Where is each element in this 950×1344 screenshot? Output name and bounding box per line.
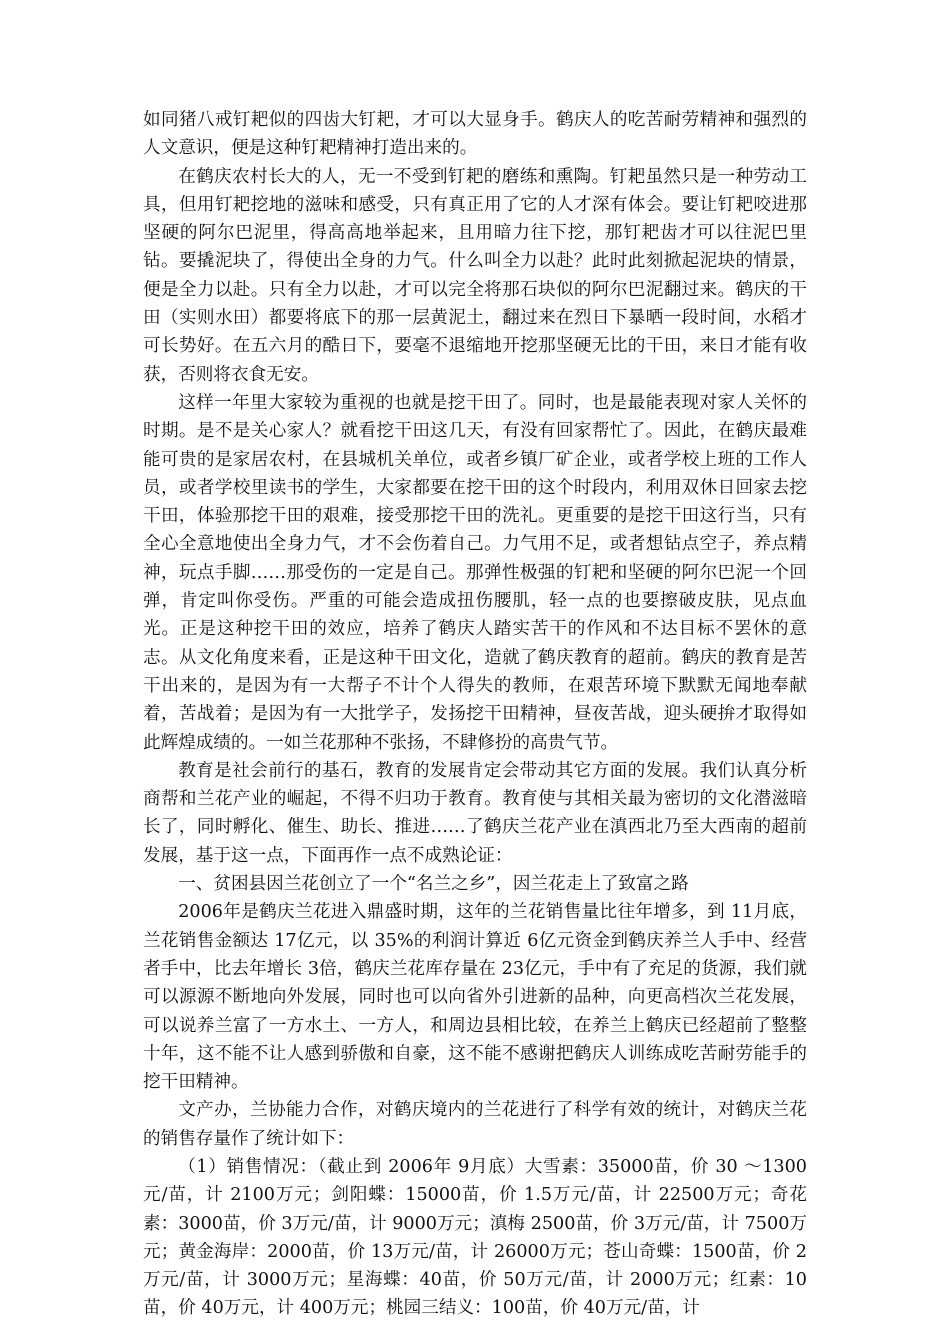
paragraph-education: 教育是社会前行的基石，教育的发展肯定会带动其它方面的发展。我们认真分析商帮和兰花产业的崛起，不得不归功于教育。教育使与其相关最为密切的文化潜滋暗长了，同时孵化、催生、助长、推进……了鹤庆兰花产业在滇西北乃至大西南的超前发展，基于这一点，下面再作一点不成熟论证： <box>143 760 807 866</box>
section-heading-orchid-hometown: 一、贫困县因兰花创立了一个“名兰之乡”，因兰花走上了致富之路 <box>178 874 689 895</box>
paragraph-2006-sales: 2006年是鹤庆兰花进入鼎盛时期，这年的兰花销售量比往年增多，到 11月底，兰花销售金额达 17亿元，以 35%的利润计算近 6亿元资金到鹤庆养兰人手中、经营者手中，比去年增长 3倍，鹤庆兰花库存量在 23亿元，手中有了充足的货源，我们就可以源源不断地向外发展，同时也可以向省外引进新的品种，向更高档次兰花发展，可以说养兰富了一方水土、一方人，和周边县相比较，在养兰上鹤庆已经超前了整整十年，这不能不让人感到骄傲和自豪，这不能不感谢把鹤庆人训练成吃苦耐劳能手的挖干田精神。 <box>143 902 807 1093</box>
paragraph-dry-field-digging: 这样一年里大家较为重视的也就是挖干田了。同时，也是最能表现对家人关怀的时期。是不是关心家人？就看挖干田这几天，有没有回家帮忙了。因此，在鹤庆最难能可贵的是家居农村，在县城机关单位，或者乡镇厂矿企业，或者学校上班的工作人员，或者学校里读书的学生，大家都要在挖干田的这个时段内，利用双休日回家去挖干田，体验那挖干田的艰难，接受那挖干田的洗礼。更重要的是挖干田这行当，只有全心全意地使出全身力气，才不会伤着自己。力气用不足，或者想钻点空子，养点精神，玩点手脚……那受伤的一定是自己。那弹性极强的钉耙和坚硬的阿尔巴泥一个回弹，肯定叫你受伤。严重的可能会造成扭伤腰肌，轻一点的也要擦破皮肤，见点血光。正是这种挖干田的效应，培养了鹤庆人踏实苦干的作风和不达目标不罢休的意志。从文化角度来看，正是这种干田文化，造就了鹤庆教育的超前。鹤庆的教育是苦干出来的，是因为有一大帮子不计个人得失的教师，在艰苦环境下默默无闻地奉献着，苦战着；是因为有一大批学子，发扬挖干田精神，昼夜苦战，迎头硬拚才取得如此辉煌成绩的。一如兰花那种不张扬，不肆修扮的高贵气节。 <box>143 392 807 753</box>
document-page <box>143 106 807 1323</box>
paragraph-statistics-intro: 文产办，兰协能力合作，对鹤庆境内的兰花进行了科学有效的统计，对鹤庆兰花的销售存量作了统计如下： <box>143 1100 807 1149</box>
paragraph-hoe-training: 在鹤庆农村长大的人，无一不受到钉耙的磨练和熏陶。钉耙虽然只是一种劳动工具，但用钉耙挖地的滋味和感受，只有真正用了它的人才深有体会。要让钉耙咬进那坚硬的阿尔巴泥里，得高高地举起来，且用暗力往下挖，那钉耙齿才可以往泥巴里钻。要撬泥块了，得使出全身的力气。什么叫全力以赴？此时此刻掀起泥块的情景，便是全力以赴。只有全力以赴，才可以完全将那石块似的阿尔巴泥翻过来。鹤庆的干田（实则水田）都要将底下的那一层黄泥土，翻过来在烈日下暴晒一段时间，水稻才可长势好。在五六月的酷日下，要毫不退缩地开挖那坚硬无比的干田，来日才能有收获，否则将衣食无安。 <box>143 166 807 385</box>
paragraph-sales-details: （1）销售情况：（截止到 2006年 9月底）大雪素：35000苗，价 30 ～1300元/苗，计 2100万元；剑阳蝶：15000苗，价 1.5万元/苗，计 22500万元；奇花素：3000苗，价 3万元/苗，计 9000万元；滇梅 2500苗，价 3万元/苗，计 7500万元；黄金海岸：2000苗，价 13万元/苗，计 26000万元；苍山奇蝶：1500苗，价 2万元/苗，计 3000万元；星海蝶：40苗，价 50万元/苗，计 2000万元；红素：10苗，价 40万元，计 400万元；桃园三结义：100苗，价 40万元/苗，计 <box>143 1156 807 1319</box>
paragraph-continuation: 如同猪八戒钉耙似的四齿大钉耙，才可以大显身手。鹤庆人的吃苦耐劳精神和强烈的人文意识，便是这种钉耙精神打造出来的。 <box>143 110 807 159</box>
